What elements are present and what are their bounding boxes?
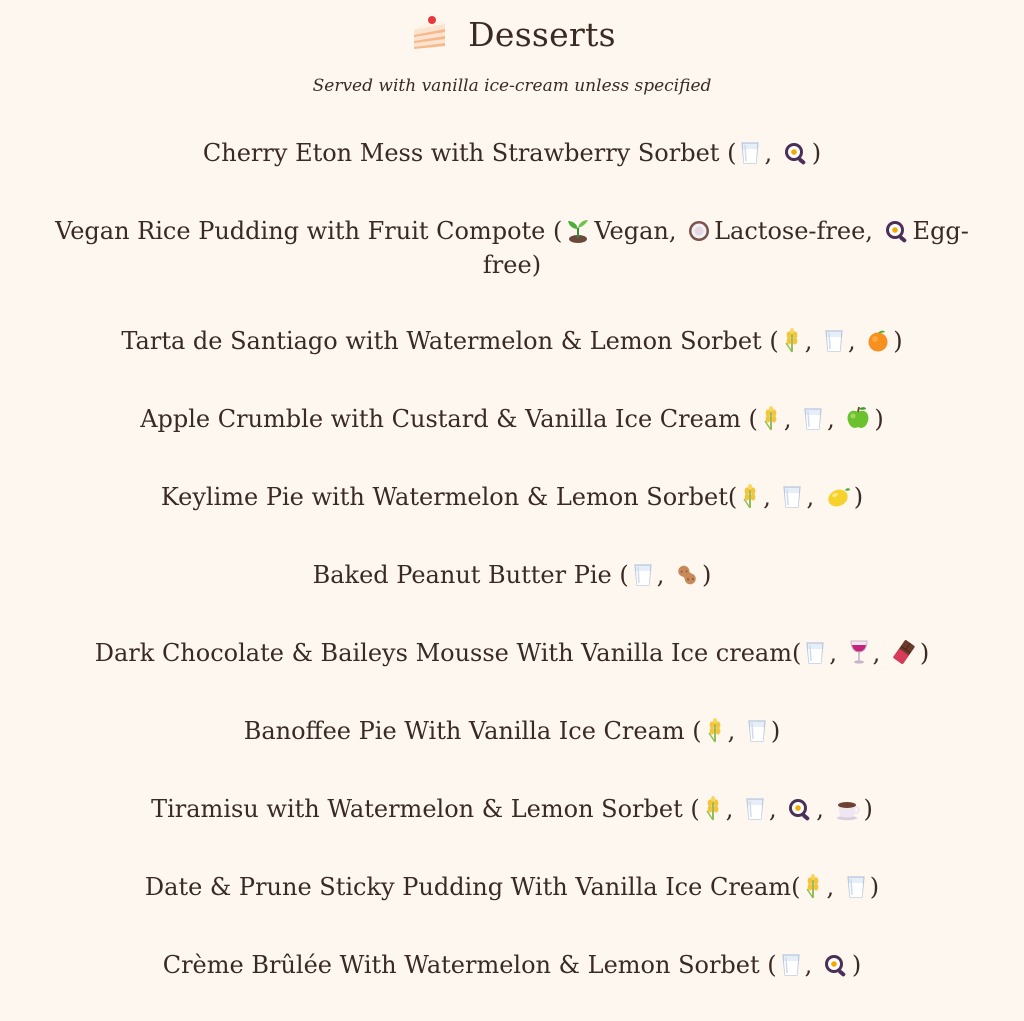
dessert-name: Date & Prune Sticky Pudding With Vanilla Ice Cream bbox=[144, 873, 792, 901]
dessert-item bbox=[30, 558, 994, 592]
dietary-label: Vegan bbox=[594, 217, 669, 245]
separator: , bbox=[827, 405, 843, 433]
separator: , bbox=[764, 139, 780, 167]
dessert-item bbox=[30, 402, 994, 436]
milk-glass-icon bbox=[802, 407, 824, 431]
separator: , bbox=[865, 217, 881, 245]
dessert-name: Cherry Eton Mess with Strawberry Sorbet bbox=[202, 139, 720, 167]
close-paren: ) bbox=[853, 483, 864, 511]
dessert-name: Tiramisu with Watermelon & Lemon Sorbet bbox=[151, 795, 683, 823]
separator: , bbox=[804, 951, 820, 979]
milk-glass-icon bbox=[746, 719, 768, 743]
green-apple-icon bbox=[845, 405, 871, 431]
dessert-item bbox=[30, 870, 994, 904]
dessert-item bbox=[30, 214, 994, 282]
wheat-icon bbox=[803, 873, 823, 899]
separator: , bbox=[847, 327, 864, 355]
wheat-icon bbox=[782, 327, 802, 353]
egg-pan-icon bbox=[787, 797, 813, 821]
open-paren: ( bbox=[759, 951, 777, 979]
open-paren: ( bbox=[682, 795, 700, 823]
cake-slice-icon bbox=[411, 16, 449, 52]
open-paren: ( bbox=[791, 639, 802, 667]
close-paren: ) bbox=[893, 327, 903, 355]
dessert-name: Apple Crumble with Custard & Vanilla Ice Cream bbox=[140, 405, 741, 433]
open-paren: ( bbox=[727, 483, 738, 511]
separator: , bbox=[872, 639, 888, 667]
lemon-icon bbox=[825, 485, 851, 509]
seedling-icon bbox=[565, 217, 591, 243]
open-paren: ( bbox=[761, 327, 779, 355]
close-paren: ) bbox=[863, 795, 873, 823]
peanut-icon bbox=[675, 563, 699, 587]
milk-glass-icon bbox=[632, 563, 654, 587]
dessert-item bbox=[30, 714, 994, 748]
separator: , bbox=[725, 795, 741, 823]
dessert-item bbox=[30, 636, 994, 670]
dessert-name: Crème Brûlée With Watermelon & Lemon Sorbet bbox=[162, 951, 760, 979]
open-paren: ( bbox=[791, 873, 801, 901]
separator: , bbox=[727, 717, 743, 745]
orange-icon bbox=[866, 329, 890, 353]
dessert-name: Tarta de Santiago with Watermelon & Lemon Sorbet bbox=[121, 327, 762, 355]
menu-header bbox=[30, 0, 994, 60]
separator: , bbox=[656, 561, 673, 589]
dietary-label: Lactose-free bbox=[714, 217, 866, 245]
dessert-item bbox=[30, 324, 994, 358]
close-paren: ) bbox=[531, 251, 542, 279]
egg-pan-icon bbox=[823, 953, 849, 977]
open-paren: ( bbox=[740, 405, 758, 433]
dessert-name: Baked Peanut Butter Pie bbox=[312, 561, 612, 589]
separator: , bbox=[826, 873, 842, 901]
milk-glass-icon bbox=[781, 485, 803, 509]
dietary-label: Egg-free bbox=[482, 217, 969, 279]
open-paren: ( bbox=[611, 561, 629, 589]
dessert-list bbox=[30, 136, 994, 982]
dessert-name: Keylime Pie with Watermelon & Lemon Sorbet bbox=[160, 483, 728, 511]
separator: , bbox=[816, 795, 832, 823]
coconut-icon bbox=[687, 219, 711, 243]
chocolate-bar-icon bbox=[891, 639, 917, 665]
wheat-icon bbox=[740, 483, 760, 509]
page-subtitle: Served with vanilla ice-cream unless specified bbox=[312, 76, 712, 96]
open-paren: ( bbox=[719, 139, 737, 167]
dessert-name: Vegan Rice Pudding with Fruit Compote bbox=[55, 217, 546, 245]
dessert-name: Dark Chocolate & Baileys Mousse With Vanilla Ice cream bbox=[94, 639, 792, 667]
separator: , bbox=[763, 483, 779, 511]
coffee-cup-icon bbox=[835, 797, 861, 821]
separator: , bbox=[806, 483, 822, 511]
milk-glass-icon bbox=[780, 953, 802, 977]
milk-glass-icon bbox=[744, 797, 766, 821]
wheat-icon bbox=[705, 717, 725, 743]
dessert-item bbox=[30, 948, 994, 982]
close-paren: ) bbox=[851, 951, 862, 979]
separator: , bbox=[829, 639, 845, 667]
milk-glass-icon bbox=[739, 141, 761, 165]
milk-glass-icon bbox=[804, 641, 826, 665]
close-paren: ) bbox=[702, 561, 712, 589]
open-paren: ( bbox=[684, 717, 702, 745]
wine-glass-icon bbox=[848, 639, 870, 665]
separator: , bbox=[769, 795, 785, 823]
egg-pan-icon bbox=[884, 219, 910, 243]
separator: , bbox=[668, 217, 685, 245]
close-paren: ) bbox=[874, 405, 884, 433]
wheat-icon bbox=[761, 405, 781, 431]
close-paren: ) bbox=[869, 873, 880, 901]
dessert-item bbox=[30, 136, 994, 170]
dessert-name: Banoffee Pie With Vanilla Ice Cream bbox=[243, 717, 685, 745]
close-paren: ) bbox=[770, 717, 781, 745]
egg-pan-icon bbox=[783, 141, 809, 165]
page-title: Desserts bbox=[468, 14, 616, 54]
close-paren: ) bbox=[811, 139, 822, 167]
milk-glass-icon bbox=[823, 329, 845, 353]
dessert-item bbox=[30, 792, 994, 826]
milk-glass-icon bbox=[845, 875, 867, 899]
separator: , bbox=[804, 327, 820, 355]
separator: , bbox=[783, 405, 800, 433]
close-paren: ) bbox=[919, 639, 930, 667]
wheat-icon bbox=[703, 795, 723, 821]
open-paren: ( bbox=[545, 217, 563, 245]
dessert-item bbox=[30, 480, 994, 514]
